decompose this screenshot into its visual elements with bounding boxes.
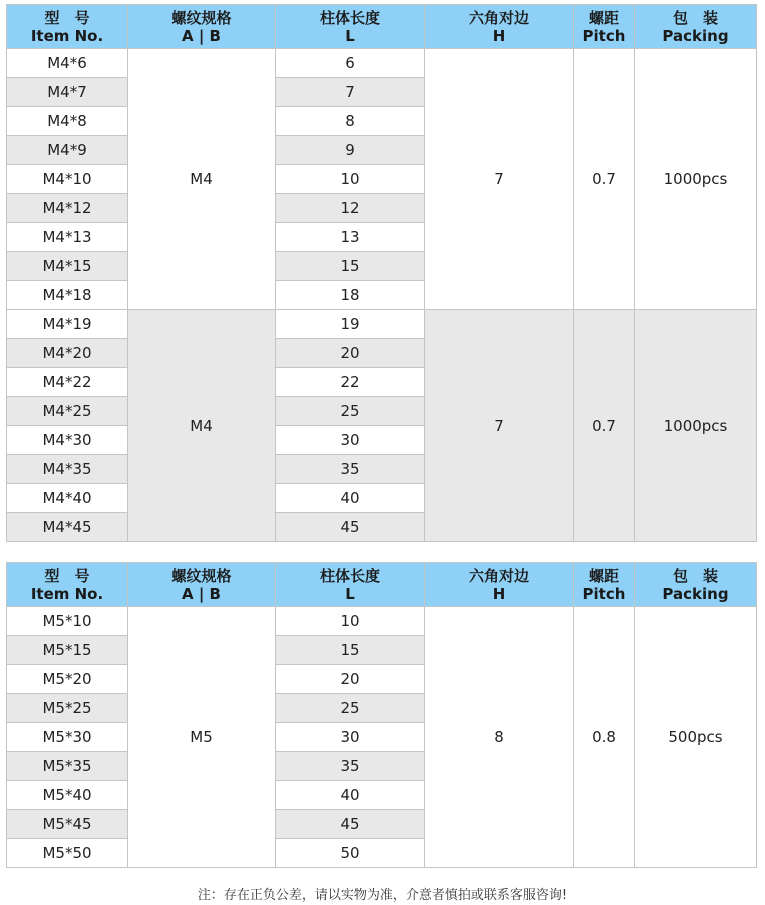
item-number-cell: M4*10	[7, 165, 128, 194]
item-number-cell: M4*7	[7, 78, 128, 107]
length-cell: 6	[276, 49, 425, 78]
length-cell: 13	[276, 223, 425, 252]
header-row	[7, 563, 757, 607]
length-cell: 20	[276, 339, 425, 368]
item-number-cell: M4*19	[7, 310, 128, 339]
item-number-cell: M4*22	[7, 368, 128, 397]
header-hex	[425, 563, 574, 607]
packing-cell: 1000pcs	[635, 310, 757, 542]
header-pitch-cn: 螺距	[588, 8, 619, 27]
item-number-cell: M5*20	[7, 665, 128, 694]
item-number-cell: M4*13	[7, 223, 128, 252]
header-packing-cn: 包 装	[672, 566, 718, 585]
packing-cell: 1000pcs	[635, 49, 757, 310]
header-packing	[635, 563, 757, 607]
header-packing-en: Packing	[662, 26, 729, 45]
length-cell: 35	[276, 752, 425, 781]
header-pitch	[574, 5, 635, 49]
table-row	[7, 49, 757, 78]
header-item-en: Item No.	[30, 584, 104, 603]
item-number-cell: M4*9	[7, 136, 128, 165]
thread-spec-cell: M4	[128, 310, 276, 542]
item-number-cell: M4*40	[7, 484, 128, 513]
item-number-cell: M5*10	[7, 607, 128, 636]
length-cell: 10	[276, 165, 425, 194]
hex-size-cell: 7	[425, 49, 574, 310]
length-cell: 12	[276, 194, 425, 223]
header-hex-en: H	[492, 584, 506, 603]
header-thread	[128, 563, 276, 607]
header-length-cn: 柱体长度	[319, 8, 380, 27]
header-length	[276, 563, 425, 607]
item-number-cell: M4*30	[7, 426, 128, 455]
length-cell: 9	[276, 136, 425, 165]
item-number-cell: M4*12	[7, 194, 128, 223]
header-length-en: L	[345, 26, 355, 45]
item-number-cell: M5*50	[7, 839, 128, 868]
table-row	[7, 607, 757, 636]
item-number-cell: M4*20	[7, 339, 128, 368]
packing-cell: 500pcs	[635, 607, 757, 868]
header-hex	[425, 5, 574, 49]
item-number-cell: M4*15	[7, 252, 128, 281]
header-thread-en: A | B	[182, 26, 221, 45]
header-item	[7, 5, 128, 49]
hex-size-cell: 7	[425, 310, 574, 542]
item-number-cell: M4*8	[7, 107, 128, 136]
length-cell: 45	[276, 810, 425, 839]
header-packing-cn: 包 装	[672, 8, 718, 27]
header-length	[276, 5, 425, 49]
item-number-cell: M4*45	[7, 513, 128, 542]
header-pitch-en: Pitch	[582, 584, 626, 603]
length-cell: 25	[276, 694, 425, 723]
header-packing	[635, 5, 757, 49]
length-cell: 15	[276, 252, 425, 281]
header-hex-cn: 六角对边	[468, 566, 529, 585]
table-row	[7, 310, 757, 339]
header-hex-cn: 六角对边	[468, 8, 529, 27]
item-number-cell: M4*18	[7, 281, 128, 310]
header-length-en: L	[345, 584, 355, 603]
m4-spec-table	[6, 4, 757, 542]
header-pitch	[574, 563, 635, 607]
length-cell: 35	[276, 455, 425, 484]
header-pitch-en: Pitch	[582, 26, 626, 45]
length-cell: 40	[276, 484, 425, 513]
length-cell: 45	[276, 513, 425, 542]
length-cell: 50	[276, 839, 425, 868]
item-number-cell: M4*25	[7, 397, 128, 426]
item-number-cell: M5*15	[7, 636, 128, 665]
length-cell: 7	[276, 78, 425, 107]
header-length-cn: 柱体长度	[319, 566, 380, 585]
length-cell: 19	[276, 310, 425, 339]
pitch-cell: 0.7	[574, 310, 635, 542]
header-item-en: Item No.	[30, 26, 104, 45]
length-cell: 40	[276, 781, 425, 810]
item-number-cell: M5*25	[7, 694, 128, 723]
header-thread-en: A | B	[182, 584, 221, 603]
thread-spec-cell: M4	[128, 49, 276, 310]
thread-spec-cell: M5	[128, 607, 276, 868]
length-cell: 20	[276, 665, 425, 694]
m5-spec-table	[6, 562, 757, 868]
length-cell: 30	[276, 426, 425, 455]
length-cell: 8	[276, 107, 425, 136]
header-row	[7, 5, 757, 49]
hex-size-cell: 8	[425, 607, 574, 868]
item-number-cell: M5*30	[7, 723, 128, 752]
length-cell: 15	[276, 636, 425, 665]
header-thread-cn: 螺纹规格	[171, 566, 232, 585]
length-cell: 25	[276, 397, 425, 426]
header-hex-en: H	[492, 26, 506, 45]
item-number-cell: M5*45	[7, 810, 128, 839]
pitch-cell: 0.7	[574, 49, 635, 310]
header-packing-en: Packing	[662, 584, 729, 603]
item-number-cell: M4*6	[7, 49, 128, 78]
item-number-cell: M4*35	[7, 455, 128, 484]
length-cell: 30	[276, 723, 425, 752]
length-cell: 22	[276, 368, 425, 397]
length-cell: 18	[276, 281, 425, 310]
header-thread	[128, 5, 276, 49]
item-number-cell: M5*40	[7, 781, 128, 810]
header-pitch-cn: 螺距	[588, 566, 619, 585]
header-item-cn: 型 号	[44, 566, 90, 585]
pitch-cell: 0.8	[574, 607, 635, 868]
header-item	[7, 563, 128, 607]
header-thread-cn: 螺纹规格	[171, 8, 232, 27]
header-item-cn: 型 号	[44, 8, 90, 27]
length-cell: 10	[276, 607, 425, 636]
item-number-cell: M5*35	[7, 752, 128, 781]
tolerance-note: 注：存在正负公差，请以实物为准，介意者慎拍或联系客服咨询!	[197, 888, 568, 903]
